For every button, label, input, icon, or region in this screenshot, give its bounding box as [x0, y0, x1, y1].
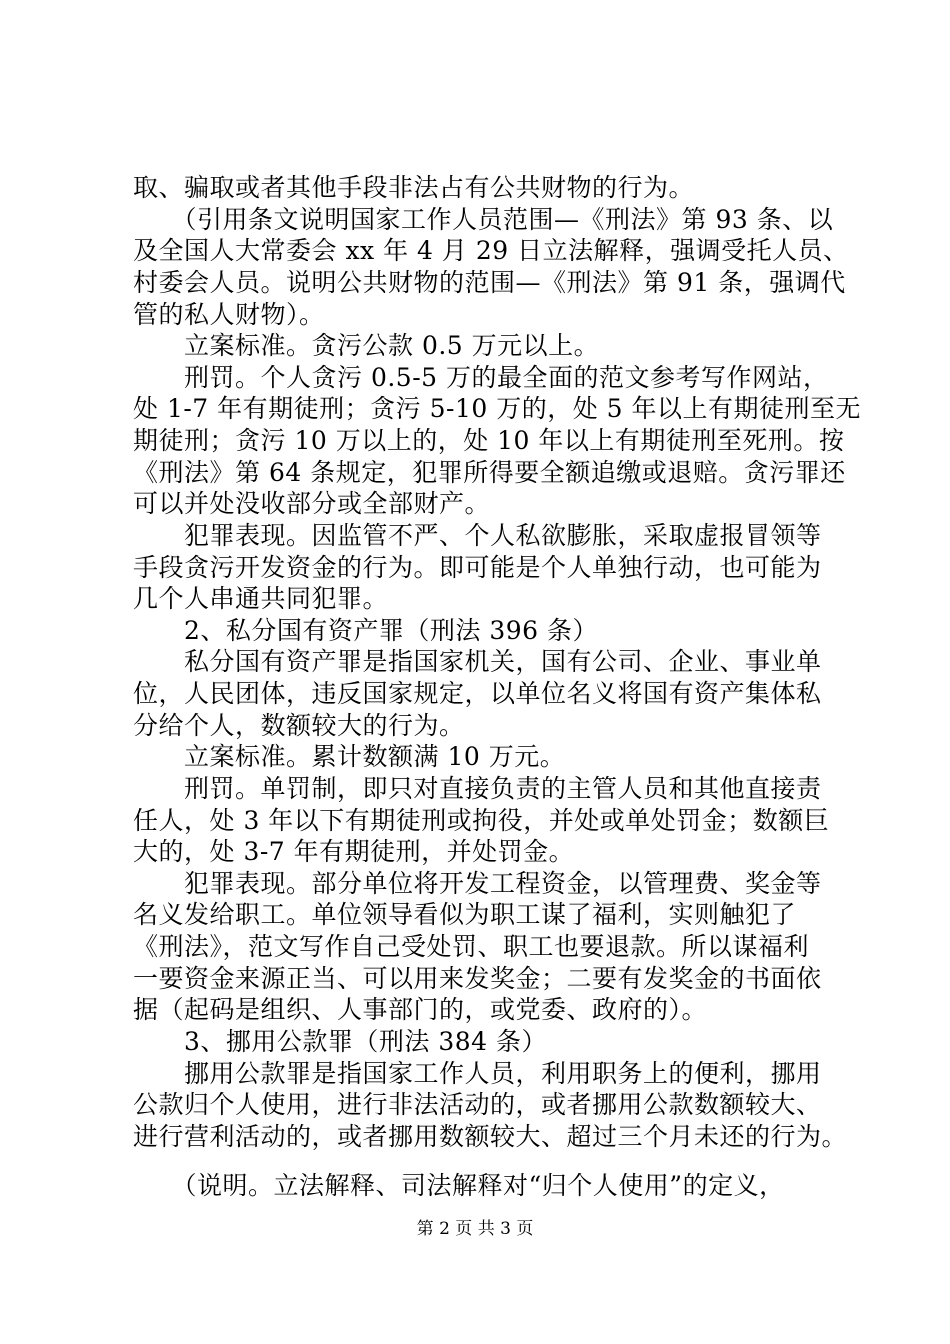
- text-line: 一要资金来源正当、可以用来发奖金；二要有发奖金的书面依: [133, 964, 822, 993]
- text-line: 《刑法》，范文写作自己受处罚、职工也要退款。所以谋福利: [133, 932, 810, 961]
- text-line: 立案标准。累计数额满 10 万元。: [133, 742, 566, 771]
- text-line: 进行营利活动的，或者挪用数额较大、超过三个月未还的行为。: [133, 1122, 848, 1151]
- text-line: 公款归个人使用，进行非法活动的，或者挪用公款数额较大、: [133, 1090, 822, 1119]
- text-line: 大的，处 3-7 年有期徒刑，并处罚金。: [133, 837, 575, 866]
- text-line: 刑罚。单罚制，即只对直接负责的主管人员和其他直接责: [133, 774, 822, 803]
- text-line: 分给个人，数额较大的行为。: [133, 711, 465, 740]
- text-line: 犯罪表现。因监管不严、个人私欲膨胀，采取虚报冒领等: [133, 521, 822, 550]
- text-line: 及全国人大常委会 xx 年 4 月 29 日立法解释，强调受托人员、: [133, 236, 849, 265]
- section-heading: 3、挪用公款罪（刑法 384 条）: [133, 1027, 548, 1056]
- section-heading: 2、私分国有资产罪（刑法 396 条）: [133, 616, 599, 645]
- text-line: 位，人民团体，违反国家规定，以单位名义将国有资产集体私: [133, 679, 822, 708]
- text-line: 刑罚。个人贪污 0.5-5 万的最全面的范文参考写作网站，: [133, 363, 829, 392]
- text-line: 据（起码是组织、人事部门的，或党委、政府的）。: [133, 995, 708, 1024]
- text-line: 任人，处 3 年以下有期徒刑或拘役，并处或单处罚金；数额巨: [133, 806, 830, 835]
- text-line: 犯罪表现。部分单位将开发工程资金，以管理费、奖金等: [133, 869, 822, 898]
- text-line: 名义发给职工。单位领导看似为职工谋了福利，实则触犯了: [133, 900, 797, 929]
- text-line: 村委会人员。说明公共财物的范围—《刑法》第 91 条，强调代: [133, 268, 846, 297]
- text-line: 处 1-7 年有期徒刑；贪污 5-10 万的，处 5 年以上有期徒刑至无: [133, 394, 862, 423]
- text-line: （说明。立法解释、司法解释对“归个人使用”的定义，: [133, 1171, 785, 1200]
- text-line: 立案标准。贪污公款 0.5 万元以上。: [133, 331, 600, 360]
- text-line: 私分国有资产罪是指国家机关，国有公司、企业、事业单: [133, 647, 822, 676]
- text-line: 手段贪污开发资金的行为。即可能是个人单独行动，也可能为: [133, 553, 822, 582]
- text-line: 几个人串通共同犯罪。: [133, 584, 389, 613]
- text-line: 可以并处没收部分或全部财产。: [133, 489, 491, 518]
- page-footer: 第 2 页 共 3 页: [416, 1219, 534, 1239]
- text-line: 期徒刑；贪污 10 万以上的，处 10 年以上有期徒刑至死刑。按: [133, 426, 845, 455]
- text-line: 挪用公款罪是指国家工作人员，利用职务上的便利，挪用: [133, 1059, 822, 1088]
- text-line: 管的私人财物）。: [133, 300, 325, 329]
- text-line: （引用条文说明国家工作人员范围—《刑法》第 93 条、以: [133, 205, 834, 234]
- text-line: 取、骗取或者其他手段非法占有公共财物的行为。: [133, 173, 695, 202]
- text-line: 《刑法》第 64 条规定，犯罪所得要全额追缴或退赔。贪污罪还: [133, 458, 846, 487]
